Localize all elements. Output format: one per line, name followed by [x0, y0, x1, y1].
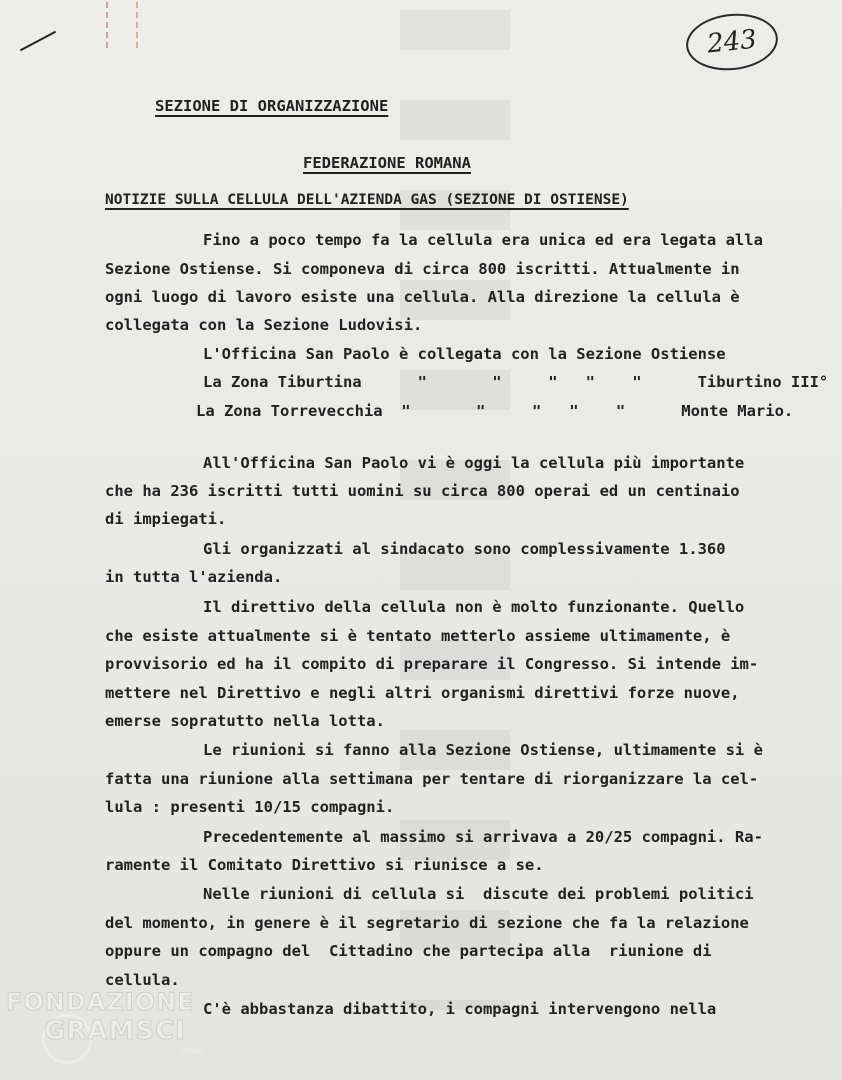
document-title: NOTIZIE SULLA CELLULA DELL'AZIENDA GAS (SEZIONE DI OSTIENSE): [105, 192, 629, 208]
body-line: del momento, in genere è il segretario di sezione che fa la relazione: [105, 914, 749, 932]
body-line: Precedentemente al massimo si arrivava a 20/25 compagni. Ra-: [203, 828, 763, 846]
body-line: che ha 236 iscritti tutti uomini su circa 800 operai ed un centinaio: [105, 482, 740, 500]
body-line: cellula.: [105, 971, 180, 989]
body-line: di impiegati.: [105, 510, 227, 528]
body-line: in tutta l'azienda.: [105, 568, 283, 586]
body-line: Fino a poco tempo fa la cellula era unica ed era legata alla: [203, 231, 763, 249]
body-line: La Zona Tiburtina " " " " " Tiburtino III°: [203, 373, 829, 391]
body-line: L'Officina San Paolo è collegata con la Sezione Ostiense: [203, 345, 726, 363]
body-line: provvisorio ed ha il compito di preparare il Congresso. Si intende im-: [105, 655, 759, 673]
body-line: ogni luogo di lavoro esiste una cellula. Alla direzione la cellula è: [105, 288, 740, 306]
body-line: che esiste attualmente si è tentato metterlo assieme ultimamente, è: [105, 627, 731, 645]
body-line: mettere nel Direttivo e negli altri organismi direttivi forze nuove,: [105, 684, 740, 702]
section-heading: SEZIONE DI ORGANIZZAZIONE: [155, 97, 389, 115]
archive-mark: [106, 2, 138, 48]
body-line: La Zona Torrevecchia " " " " " Monte Mario.: [196, 402, 794, 420]
body-line: collegata con la Sezione Ludovisi.: [105, 316, 423, 334]
body-line: C'è abbastanza dibattito, i compagni intervengono nella: [203, 1000, 717, 1018]
body-line: Le riunioni si fanno alla Sezione Ostiense, ultimamente si è: [203, 741, 763, 759]
body-line: All'Officina San Paolo vi è oggi la cellula più importante: [203, 454, 745, 472]
body-line: fatta una riunione alla settimana per tentare di riorganizzare la cel-: [105, 770, 759, 788]
body-line: oppure un compagno del Cittadino che partecipa alla riunione di: [105, 942, 712, 960]
body-line: Il direttivo della cellula non è molto funzionante. Quello: [203, 598, 745, 616]
page-number: 243: [683, 9, 780, 74]
logo-line1: FONDAZIONE: [6, 988, 195, 1016]
body-line: lula : presenti 10/15 compagni.: [105, 798, 395, 816]
body-line: emerse sopratutto nella lotta.: [105, 712, 385, 730]
pen-mark: [20, 31, 56, 52]
fondazione-gramsci-logo: [6, 988, 206, 1068]
logo-sub: onlus: [181, 1046, 203, 1055]
federation-heading: FEDERAZIONE ROMANA: [303, 154, 471, 172]
body-line: Gli organizzati al sindacato sono complessivamente 1.360: [203, 540, 726, 558]
body-line: ramente il Comitato Direttivo si riunisce a se.: [105, 856, 544, 874]
body-line: Nelle riunioni di cellula si discute dei problemi politici: [203, 885, 754, 903]
logo-line2: GRAMSCI: [44, 1016, 186, 1046]
body-line: Sezione Ostiense. Si componeva di circa 800 iscritti. Attualmente in: [105, 260, 740, 278]
